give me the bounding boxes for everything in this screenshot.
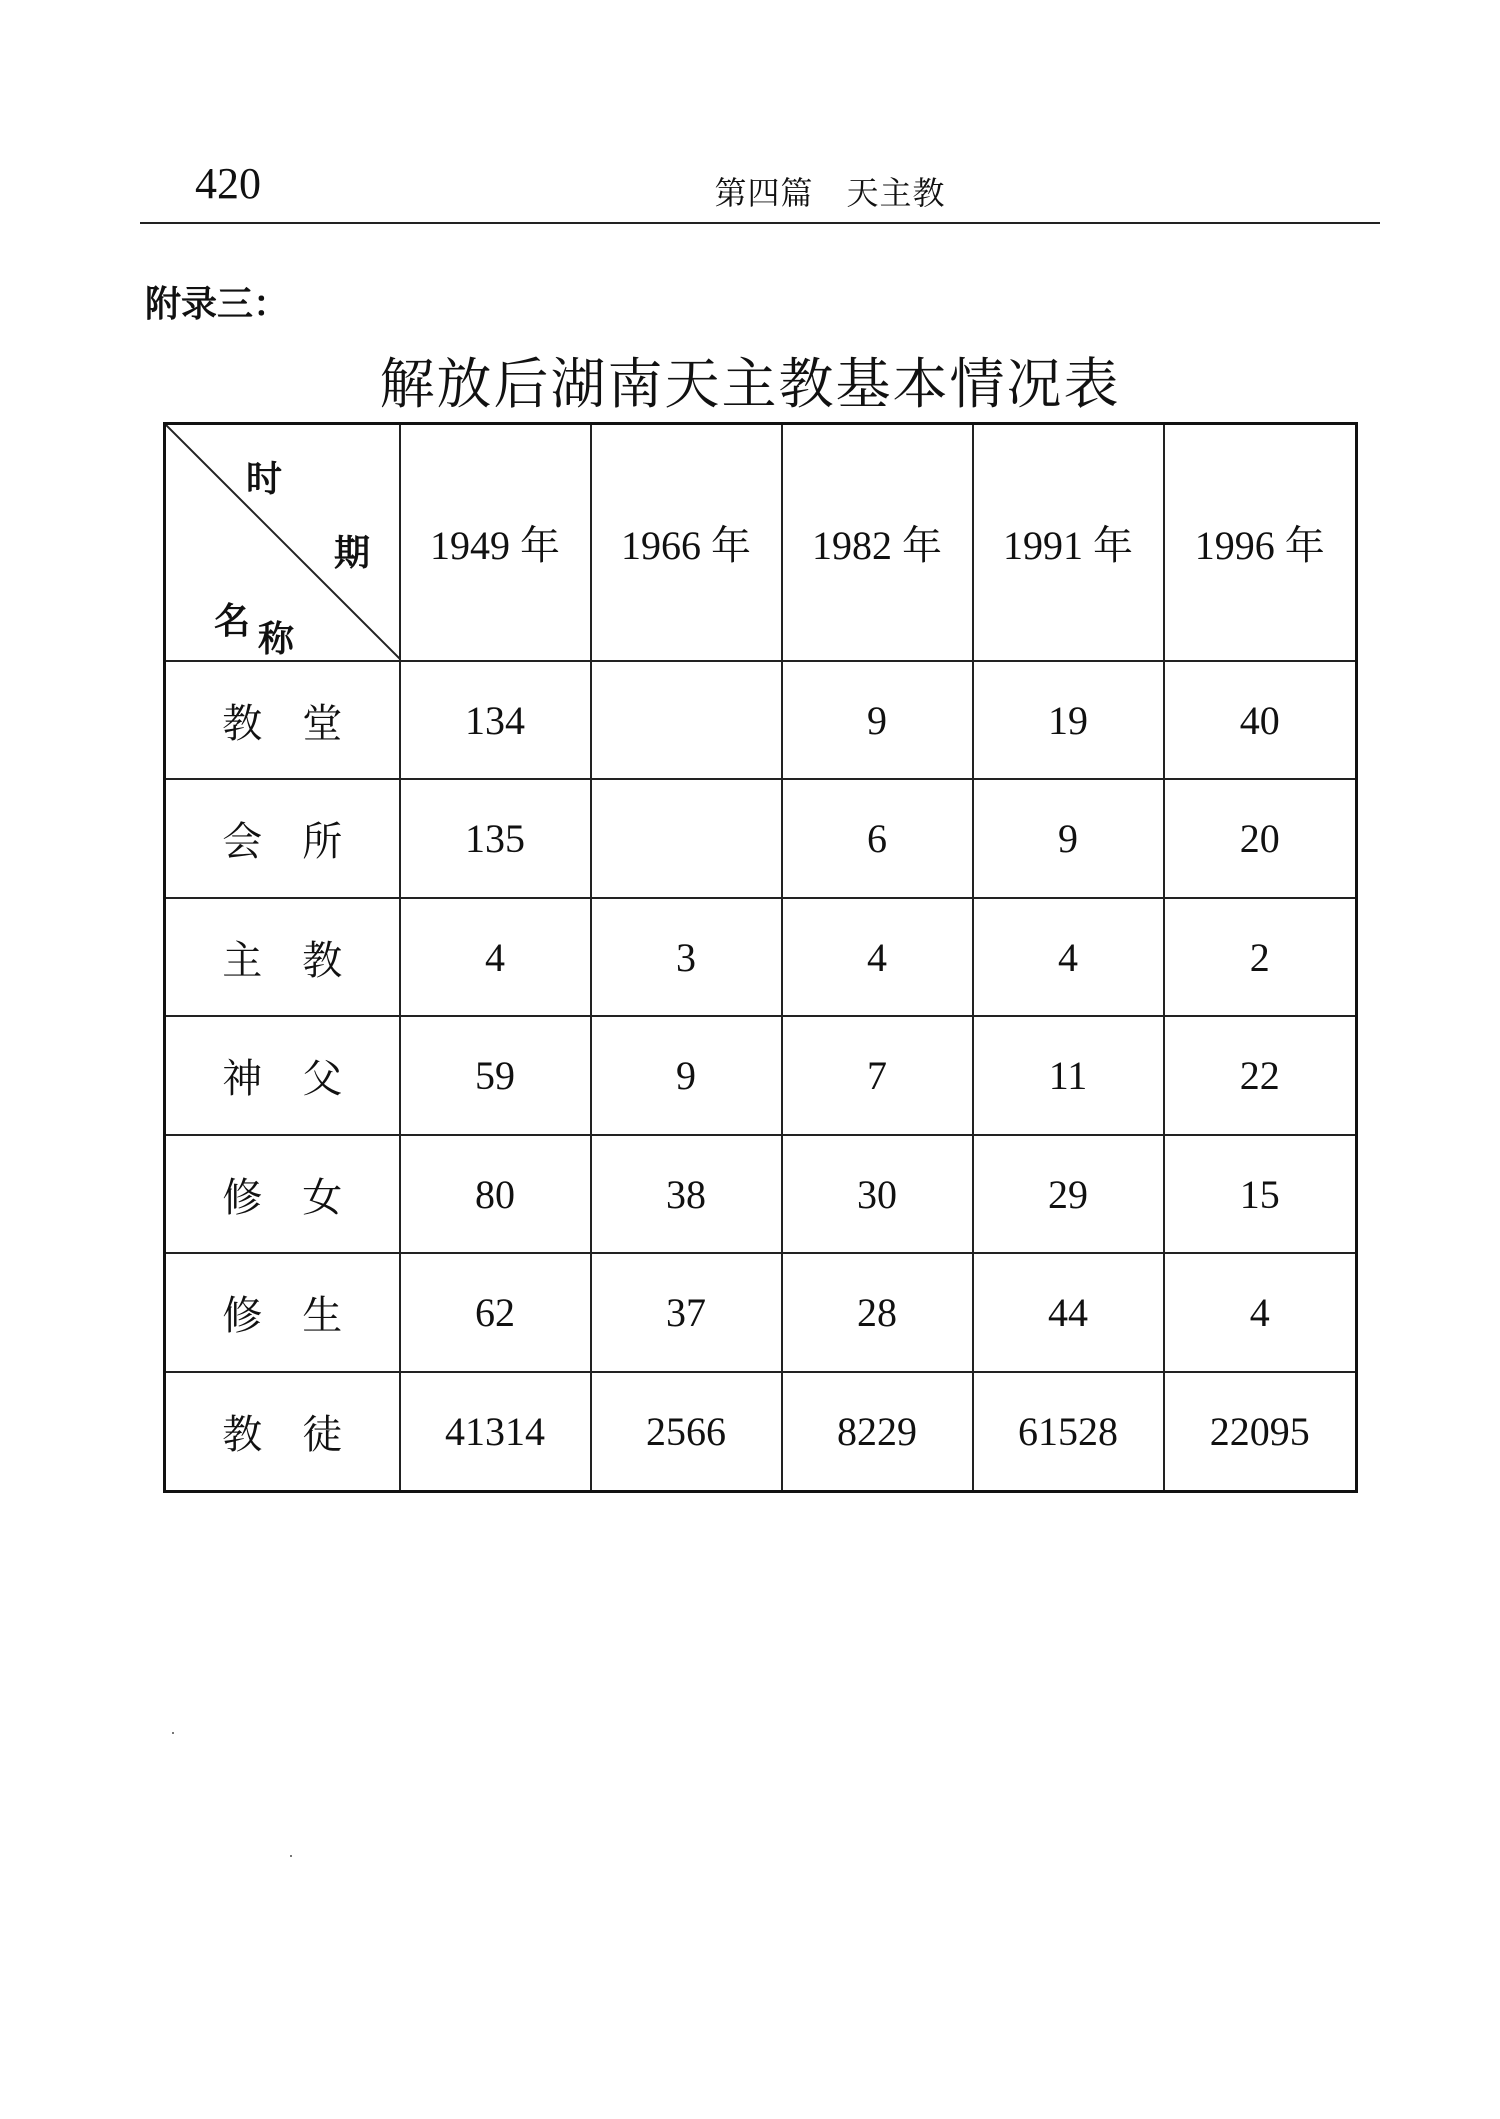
header-rule xyxy=(140,222,1380,224)
table-cell: 38 xyxy=(591,1135,782,1253)
table-row xyxy=(165,661,1357,779)
scan-speck xyxy=(172,1732,174,1734)
row-name: 修女 xyxy=(165,1135,400,1253)
table-cell: 7 xyxy=(782,1016,973,1134)
row-name: 教徒 xyxy=(165,1372,400,1492)
table-row xyxy=(165,1372,1357,1492)
table-cell: 28 xyxy=(782,1253,973,1371)
table-cell xyxy=(591,779,782,897)
page-number: 420 xyxy=(195,159,261,208)
table-row xyxy=(165,898,1357,1016)
statistics-table xyxy=(163,422,1358,1493)
table-cell: 9 xyxy=(782,661,973,779)
table-cell: 41314 xyxy=(400,1372,591,1492)
table-cell: 8229 xyxy=(782,1372,973,1492)
scan-speck xyxy=(290,1855,292,1857)
table-cell: 11 xyxy=(973,1016,1164,1134)
table-cell: 80 xyxy=(400,1135,591,1253)
year-header: 1991 年 xyxy=(973,424,1164,662)
table-cell: 44 xyxy=(973,1253,1164,1371)
table-cell: 4 xyxy=(400,898,591,1016)
corner-label-qi: 期 xyxy=(334,533,371,574)
table-cell: 61528 xyxy=(973,1372,1164,1492)
running-head: 第四篇 天主教 xyxy=(714,174,946,212)
table-cell: 22 xyxy=(1164,1016,1357,1134)
corner-label-shi: 时 xyxy=(246,459,283,500)
table-title: 解放后湖南天主教基本情况表 xyxy=(379,352,1121,416)
table-row xyxy=(165,1016,1357,1134)
table-cell: 6 xyxy=(782,779,973,897)
year-header: 1949 年 xyxy=(400,424,591,662)
table-cell: 9 xyxy=(973,779,1164,897)
table-row xyxy=(165,1253,1357,1371)
table-cell: 20 xyxy=(1164,779,1357,897)
row-name: 修生 xyxy=(165,1253,400,1371)
table-cell: 40 xyxy=(1164,661,1357,779)
table-cell: 37 xyxy=(591,1253,782,1371)
table-cell: 4 xyxy=(973,898,1164,1016)
corner-header-cell xyxy=(165,424,400,662)
table-cell: 29 xyxy=(973,1135,1164,1253)
table-cell: 2 xyxy=(1164,898,1357,1016)
year-header: 1966 年 xyxy=(591,424,782,662)
appendix-label: 附录三： xyxy=(145,284,290,325)
table-row xyxy=(165,779,1357,897)
table-cell: 22095 xyxy=(1164,1372,1357,1492)
table-cell: 134 xyxy=(400,661,591,779)
table-cell xyxy=(591,661,782,779)
row-name: 会所 xyxy=(165,779,400,897)
corner-label-ming: 名 xyxy=(214,601,251,642)
table-cell: 15 xyxy=(1164,1135,1357,1253)
row-name: 主教 xyxy=(165,898,400,1016)
table-cell: 4 xyxy=(782,898,973,1016)
table-cell: 135 xyxy=(400,779,591,897)
row-name: 教堂 xyxy=(165,661,400,779)
table-cell: 59 xyxy=(400,1016,591,1134)
table-cell: 30 xyxy=(782,1135,973,1253)
table-cell: 9 xyxy=(591,1016,782,1134)
year-header: 1996 年 xyxy=(1164,424,1357,662)
table-header-row xyxy=(165,424,1357,662)
table-cell: 2566 xyxy=(591,1372,782,1492)
table-cell: 3 xyxy=(591,898,782,1016)
table-cell: 19 xyxy=(973,661,1164,779)
table-cell: 4 xyxy=(1164,1253,1357,1371)
table-row xyxy=(165,1135,1357,1253)
year-header: 1982 年 xyxy=(782,424,973,662)
row-name: 神父 xyxy=(165,1016,400,1134)
table-cell: 62 xyxy=(400,1253,591,1371)
corner-label-cheng: 称 xyxy=(258,619,295,660)
